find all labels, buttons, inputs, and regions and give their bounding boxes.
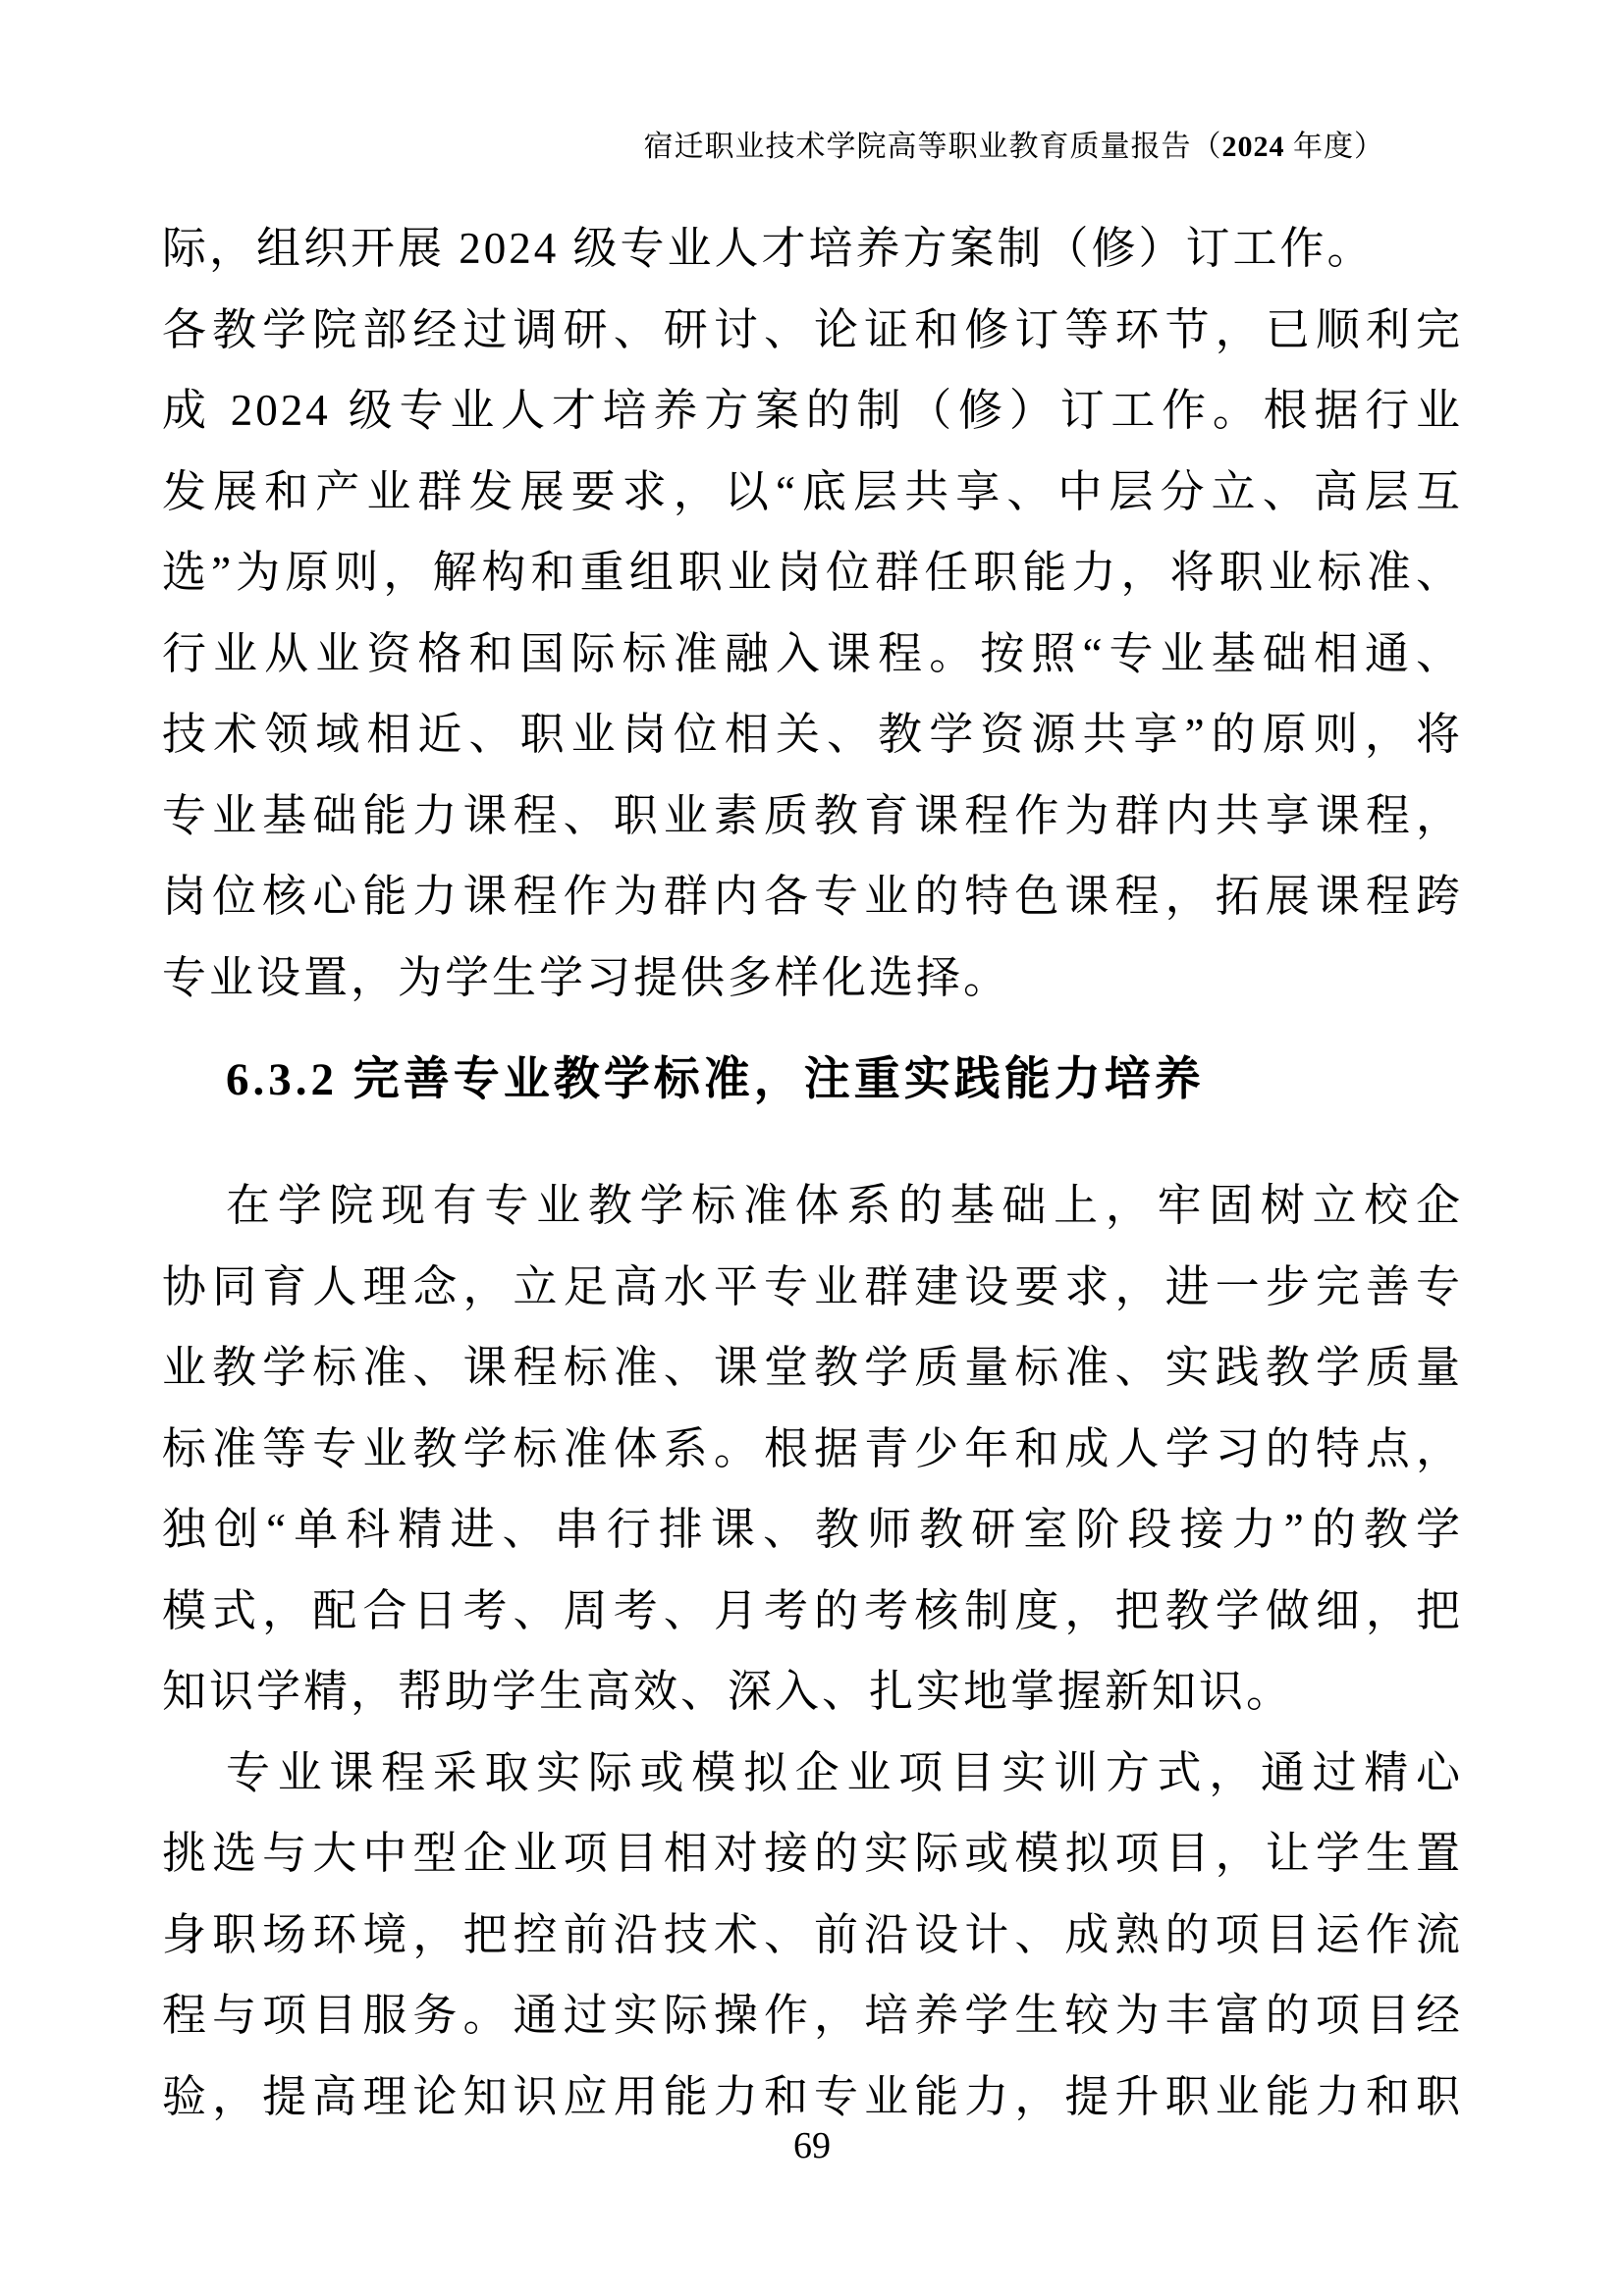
body-line: 发展和产业群发展要求，以“底层共享、中层分立、高层互 (162, 466, 1463, 516)
body-line: 际，组织开展 2024 级专业人才培养方案制（修）订工作。 (162, 224, 1375, 273)
body-line: 验，提高理论知识应用能力和专业能力，提升职业能力和职 (162, 2071, 1463, 2121)
body-line: 标准等专业教学标准体系。根据青少年和成人学习的特点， (162, 1423, 1463, 1473)
page-number: 69 (793, 2125, 831, 2166)
body-text (162, 208, 1463, 2137)
header-title-year: 2024 (1221, 131, 1285, 163)
body-line: 各教学院部经过调研、研讨、论证和修订等环节，已顺利完 (162, 304, 1463, 354)
body-line: 业教学标准、课程标准、课堂教学质量标准、实践教学质量 (162, 1343, 1463, 1392)
body-line: 知识学精，帮助学生高效、深入、扎实地掌握新知识。 (162, 1667, 1294, 1716)
body-line: 岗位核心能力课程作为群内各专业的特色课程，拓展课程跨 (162, 872, 1463, 921)
section-heading: 6.3.2 完善专业教学标准，注重实践能力培养 (226, 1054, 1205, 1105)
body-line: 成 2024 级专业人才培养方案的制（修）订工作。根据行业 (162, 386, 1463, 435)
body-line: 模式，配合日考、周考、月考的考核制度，把教学做细，把 (162, 1585, 1463, 1635)
body-line: 技术领域相近、职业岗位相关、教学资源共享”的原则，将 (162, 710, 1463, 759)
body-line: 专业设置，为学生学习提供多样化选择。 (162, 952, 1011, 1002)
body-line: 在学院现有专业教学标准体系的基础上，牢固树立校企 (226, 1181, 1463, 1230)
body-line: 选”为原则，解构和重组职业岗位群任职能力，将职业标准、 (162, 548, 1463, 597)
header-title-suffix: 年度） (1284, 131, 1384, 163)
body-line: 行业从业资格和国际标准融入课程。按照“专业基础相通、 (162, 628, 1463, 678)
body-line: 程与项目服务。通过实际操作，培养学生较为丰富的项目经 (162, 1991, 1463, 2040)
body-line: 专业课程采取实际或模拟企业项目实训方式，通过精心 (226, 1747, 1463, 1797)
body-line: 身职场环境，把控前沿技术、前沿设计、成熟的项目运作流 (162, 1909, 1463, 1959)
body-line: 独创“单科精进、串行排课、教师教研室阶段接力”的教学 (162, 1505, 1463, 1554)
header-title-prefix: 宿迁职业技术学院高等职业教育质量报告（ (643, 131, 1222, 163)
body-line: 挑选与大中型企业项目相对接的实际或模拟项目，让学生置 (162, 1829, 1463, 1878)
body-line: 协同育人理念，立足高水平专业群建设要求，进一步完善专 (162, 1261, 1463, 1311)
body-line: 专业基础能力课程、职业素质教育课程作为群内共享课程， (162, 790, 1463, 840)
page-header (0, 122, 1384, 165)
